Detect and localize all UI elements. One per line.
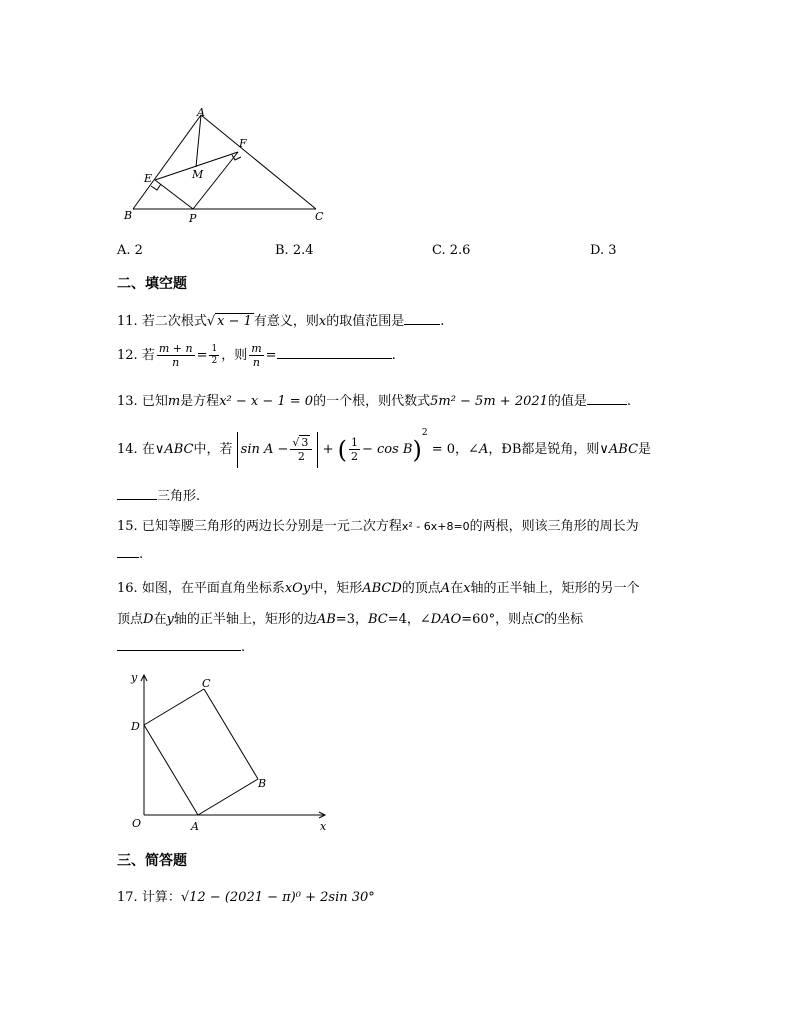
question-16-answer-line: . xyxy=(117,638,245,655)
question-16-line-2: 顶点D在y轴的正半轴上，矩形的边AB=3，BC=4，∠DAO=60°，则点C的坐标 xyxy=(117,612,584,627)
point-label-A: A xyxy=(197,106,205,119)
section-title-fill-in: 二、填空题 xyxy=(117,276,187,292)
section-title-short-answer: 三、简答题 xyxy=(117,853,187,869)
option-a: A. 2 xyxy=(117,243,143,258)
option-b: B. 2.4 xyxy=(275,243,314,258)
vertex-label-B: B xyxy=(258,777,267,790)
answer-blank[interactable] xyxy=(587,392,627,405)
axis-label-x: x xyxy=(320,820,327,833)
question-16-line-1: 16. 如图，在平面直角坐标系xOy中，矩形ABCD的顶点A在x轴的正半轴上，矩形的另一个 xyxy=(117,581,640,596)
origin-label: O xyxy=(132,817,142,830)
answer-blank[interactable] xyxy=(117,545,139,558)
answer-blank[interactable] xyxy=(277,346,392,359)
answer-blank[interactable] xyxy=(117,487,157,500)
vertex-label-C: C xyxy=(202,677,211,690)
question-15: 15. 已知等腰三角形的两边长分别是一元二次方程x² - 6x+8=0的两根，则该三角形的周长为 xyxy=(117,519,639,534)
question-14: 14. 在∨ABC中，若 sin A − $\frac{√ 3}{2}$ + ( $\frac{1}{2}$ − cos B)$^2$ = 0，∠A，ÐB都是锐角，则∨ABC是 xyxy=(117,428,651,468)
point-label-E: E xyxy=(144,172,153,185)
vertex-label-D: D xyxy=(131,720,140,733)
point-label-F: F xyxy=(239,137,247,150)
option-c: C. 2.6 xyxy=(432,243,471,258)
triangle-figure xyxy=(118,105,338,230)
question-12: 12. 若 $\frac{m + n}{n}$ = $\frac{1}{2}$ ，则 $\frac{m}{n}$ = . xyxy=(117,342,396,369)
question-13: 13. 已知m是方程x² − x − 1 = 0的一个根，则代数式5m² − 5m + 2021的值是 . xyxy=(117,394,632,409)
point-label-B: B xyxy=(124,209,133,222)
question-11: 11. 若二次根式√ x − 1 有意义，则x的取值范围是 . xyxy=(117,314,445,329)
axis-label-y: y xyxy=(131,671,138,684)
coordinate-rectangle-figure xyxy=(125,665,335,837)
question-14-answer-line: 三角形. xyxy=(117,485,200,504)
point-label-P: P xyxy=(189,212,197,225)
answer-blank[interactable] xyxy=(117,638,241,651)
point-label-C: C xyxy=(315,210,324,223)
vertex-label-A: A xyxy=(191,820,199,833)
option-d: D. 3 xyxy=(590,243,617,258)
answer-blank[interactable] xyxy=(404,312,440,325)
point-label-M: M xyxy=(192,168,204,181)
question-17: 17. 计算：√12 − (2021 − π)⁰ + 2sin 30° xyxy=(117,890,375,905)
question-15-answer-line: . xyxy=(117,545,143,562)
